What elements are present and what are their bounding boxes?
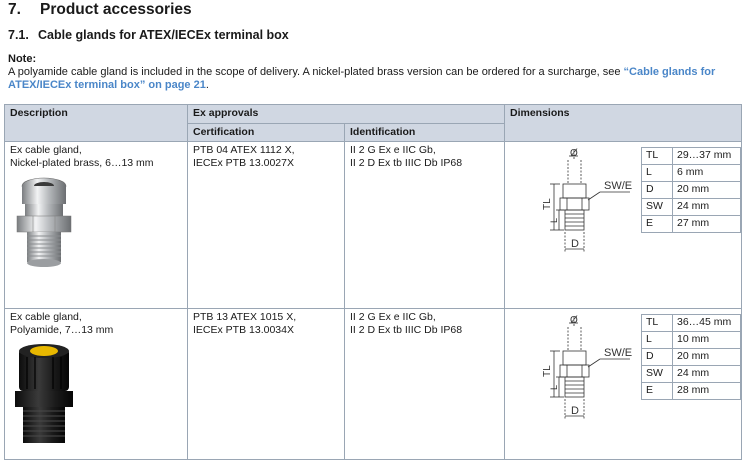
identification-line: II 2 G Ex e IIC Gb, [350,311,436,323]
note-label: Note: [8,53,37,65]
dim-value: 20 mm [673,182,741,199]
dimension-row [642,182,741,199]
header-identification: Identification [345,124,505,142]
dim-value: 10 mm [673,332,741,349]
brass-cable-gland-image [13,176,75,278]
polyamide-cable-gland-image [13,343,75,453]
dim-key: SW [642,199,673,216]
dimension-row [642,148,741,165]
dimension-row [642,315,741,332]
dimension-row [642,332,741,349]
dim-value: 20 mm [673,349,741,366]
description-cell [5,142,188,309]
note-body: A polyamide cable gland is included in the scope of delivery. A nickel-plated brass version can be ordered for a surcharge, see [8,66,624,78]
table-row [5,309,742,460]
dimension-row [642,383,741,400]
certification-line: IECEx PTB 13.0027X [193,157,294,169]
header-dimensions: Dimensions [505,105,742,142]
section-heading [8,1,192,19]
dim-value: 24 mm [673,199,741,216]
dimension-row [642,366,741,383]
note-text [8,66,736,92]
identification-cell [345,309,505,460]
dim-key: TL [642,148,673,165]
section-number: 7. [8,1,21,18]
l-label: L [549,217,559,223]
dimension-values [641,147,741,233]
header-ex-approvals: Ex approvals [188,105,505,124]
dim-key: E [642,216,673,233]
dimension-row [642,199,741,216]
subsection-heading [8,28,289,42]
certification-line: PTB 04 ATEX 1112 X, [193,144,295,156]
tl-label: TL [542,365,553,377]
description-line: Polyamide, 7…13 mm [10,324,114,336]
dimension-row [642,165,741,182]
identification-line: II 2 D Ex tb IIIC Db IP68 [350,324,463,336]
certification-cell [188,309,345,460]
diameter-symbol: Ø [570,315,578,326]
dim-value: 24 mm [673,366,741,383]
sw-e-label: SW/E [604,347,633,359]
subsection-number: 7.1. [8,28,29,42]
dim-value: 27 mm [673,216,741,233]
dimension-drawing [526,148,636,260]
subsection-title: Cable glands for ATEX/IECEx terminal box [38,28,289,42]
certification-line: IECEx PTB 13.0034X [193,324,294,336]
description-line: Nickel-plated brass, 6…13 mm [10,157,154,169]
dim-value: 28 mm [673,383,741,400]
dim-value: 36…45 mm [673,315,741,332]
dimensions-cell [505,309,742,460]
tl-label: TL [542,198,553,210]
description-line: Ex cable gland, [10,144,82,156]
note-after: . [205,79,209,91]
dim-key: L [642,332,673,349]
section-title: Product accessories [40,1,192,18]
d-label: D [571,238,579,250]
dim-key: D [642,182,673,199]
dim-key: TL [642,315,673,332]
note-link[interactable]: “Cable glands for ATEX/IECEx terminal box” on page 21 [8,66,716,91]
certification-cell [188,142,345,309]
l-label: L [549,384,559,390]
accessories-table [4,104,742,460]
dimension-row [642,349,741,366]
dimensions-cell [505,142,742,309]
d-label: D [571,405,579,417]
dim-key: D [642,349,673,366]
sw-e-label: SW/E [604,180,633,192]
dim-value: 29…37 mm [673,148,741,165]
dim-key: SW [642,366,673,383]
header-certification: Certification [188,124,345,142]
dimension-drawing [526,315,636,427]
dim-key: L [642,165,673,182]
table-row [5,142,742,309]
description-cell [5,309,188,460]
dim-key: E [642,383,673,400]
description-line: Ex cable gland, [10,311,82,323]
identification-line: II 2 D Ex tb IIIC Db IP68 [350,157,463,169]
identification-line: II 2 G Ex e IIC Gb, [350,144,436,156]
dimension-row [642,216,741,233]
header-description: Description [5,105,188,142]
dimension-values [641,314,741,400]
diameter-symbol: Ø [570,148,578,159]
dim-value: 6 mm [673,165,741,182]
certification-line: PTB 13 ATEX 1015 X, [193,311,297,323]
identification-cell [345,142,505,309]
